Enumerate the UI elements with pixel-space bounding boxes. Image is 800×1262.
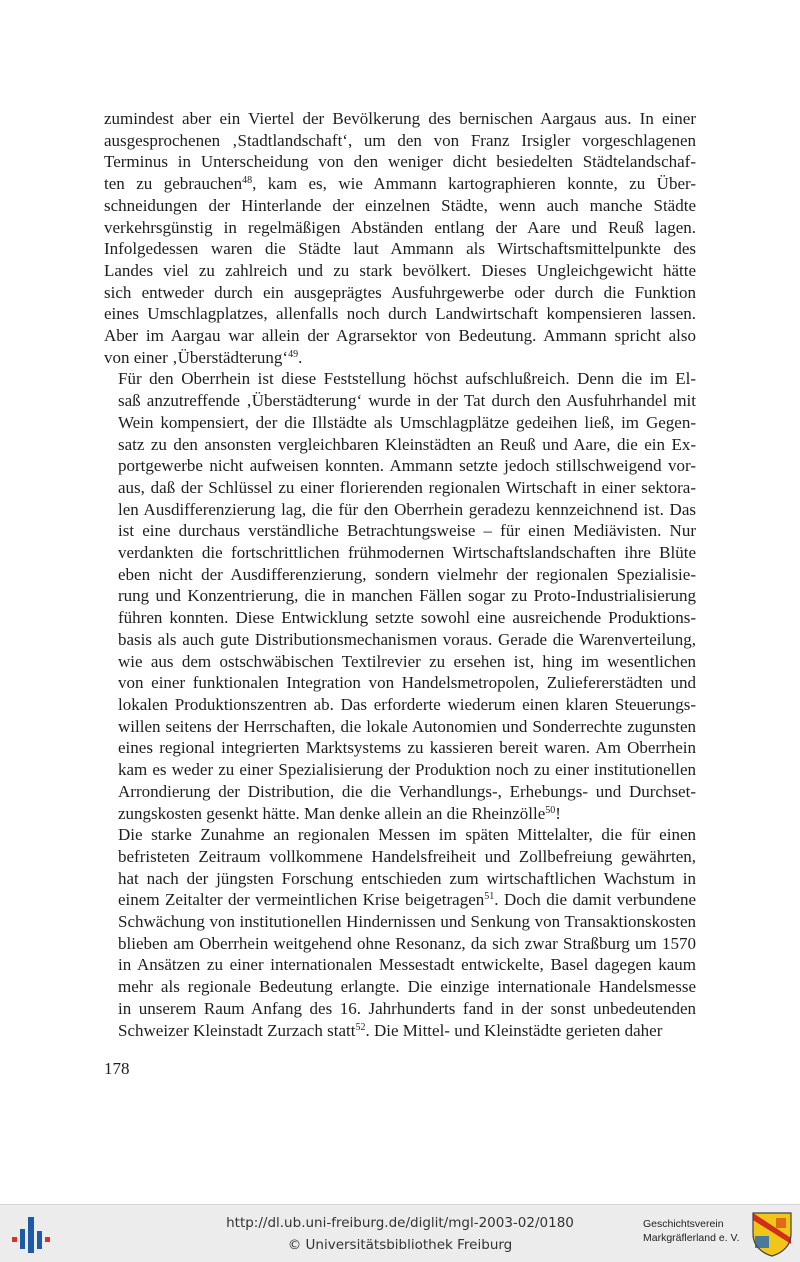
page-number: 178 [104, 1059, 130, 1078]
text-line: von einer ‚Überstädterung‘$^{49}$. [104, 347, 303, 367]
text-line: aus, daß der Schlüssel zu einer florierenden regionalen Wirtschaft in einer sektora- [118, 477, 696, 497]
paragraph [104, 368, 696, 824]
coat-of-arms-icon [750, 1210, 794, 1258]
text-line: blieben am Oberrhein weitgehend ohne Resonanz, da sich zwar Straßburg um 1570 [118, 933, 696, 953]
text-line: ten zu gebrauchen$^{48}$, kam es, wie Ammann kartographieren konnte, zu Über- [104, 174, 696, 194]
society-name-line2: Markgräflerland e. V. [643, 1232, 740, 1244]
body-text [104, 108, 696, 1041]
text-line: Schwächung von institutionellen Hindernissen und Senkung von Transaktionskosten [118, 912, 696, 932]
text-line: Für den Oberrhein ist diese Feststellung höchst aufschlußreich. Denn die im El- [118, 369, 696, 389]
society-name-line1: Geschichtsverein [643, 1218, 724, 1230]
text-line: eines Umschlagplatzes, allenfalls noch durch Landwirtschaft kompensieren lassen. [104, 304, 696, 324]
text-line: sich entweder durch ein ausgeprägtes Ausfuhrgewerbe oder durch die Funktion [104, 282, 696, 302]
text-line: verkehrsgünstig in regelmäßigen Abständen entlang der Aare und Reuß lagen. [104, 217, 696, 237]
text-line: in Ansätzen zu einer internationalen Messestadt entwickelte, Basel dagegen kaum [118, 955, 696, 975]
text-line: rung und Konzentrierung, die in manchen Fällen sogar zu Proto-Industrialisierung [118, 586, 696, 606]
text-line: zungskosten gesenkt hätte. Man denke allein an die Rheinzölle$^{50}$! [118, 803, 561, 823]
text-line: willen seitens der Herrschaften, die lokale Autonomien und Sonderrechte zugunsten [118, 716, 696, 736]
paragraph [104, 824, 696, 1041]
paragraph [104, 108, 696, 368]
footnote-reference[interactable]: 48 [242, 175, 253, 187]
text-line: Infolgedessen waren die Städte laut Ammann als Wirtschaftsmittelpunkte des [104, 239, 696, 259]
footnote-reference[interactable]: 51 [484, 891, 495, 903]
footnote-reference[interactable]: 52 [355, 1021, 366, 1033]
text-line: Schweizer Kleinstadt Zurzach statt$^{52}$. Die Mittel- und Kleinstädte gerieten daher [118, 1020, 663, 1040]
viewer-footer [0, 1204, 800, 1262]
text-line: ist eine durchaus verständliche Betrachtungsweise – für einen Mediävisten. Nur [118, 521, 696, 541]
text-line: schneidungen der Hinterlande der einzelnen Städte, wenn auch manche Städte [104, 195, 696, 215]
text-line: eines regional integrierten Marktsystems zu kassieren bereit waren. Am Oberrhein [118, 738, 696, 758]
text-line: zumindest aber ein Viertel der Bevölkerung des bernischen Aargaus aus. In einer [104, 109, 696, 128]
text-line: saß anzutreffende ‚Überstädterung‘ wurde in der Tat durch den Ausfuhrhandel mit [118, 391, 696, 411]
text-line: befristeten Zeitraum vollkommene Handelsfreiheit und Zollbefreiung gewährten, [118, 846, 696, 866]
text-line: Aber im Aargau war allein der Agrarsektor von Bedeutung. Ammann spricht also [104, 326, 696, 346]
text-line: portgewerbe nicht aufweisen konnten. Ammann setzte jedoch stillschweigend vor- [118, 456, 696, 476]
text-line: Wein kompensiert, der die Illstädte als Umschlagplätze gedeihen ließ, im Gegen- [118, 412, 696, 432]
copyright-notice: © Universitätsbibliothek Freiburg [287, 1237, 513, 1253]
text-line: mehr als regionale Bedeutung erlangte. Die einzige internationale Handelsmesse [118, 977, 696, 997]
text-line: Arrondierung der Distribution, die die Verhandlungs-, Erhebungs- und Durchset- [118, 781, 696, 801]
text-line: len Ausdifferenzierung lag, die für den Oberrhein geradezu kennzeichnend ist. Das [118, 499, 696, 519]
text-line: verdankten die fortschrittlichen frühmodernen Wirtschaftslandschaften ihre Blüte [118, 543, 696, 563]
text-line: basis als auch gute Distributionsmechanismen voraus. Gerade die Warenverteilung, [118, 629, 696, 649]
text-line: kam es weder zu einer Spezialisierung der Produktion noch zu einer institutionellen [118, 760, 696, 780]
text-line: lokalen Produktionszentren ab. Das erforderte wiederum einen klaren Steuerungs- [118, 694, 696, 714]
text-line: einem Zeitalter der vermeintlichen Krise beigetragen$^{51}$. Doch die damit verbundene [118, 890, 696, 910]
text-line: Landes viel zu zahlreich und zu stark bevölkert. Dieses Ungleichgewicht hätte [104, 260, 696, 280]
footnote-reference[interactable]: 50 [545, 804, 556, 816]
society-name [643, 1217, 740, 1245]
text-line: führen konnten. Diese Entwicklung setzte sowohl eine ausreichende Produktions- [118, 608, 696, 628]
text-line: in unserem Raum Anfang des 16. Jahrhunderts fand in der sonst unbedeutenden [118, 998, 696, 1018]
text-line: eben nicht der Ausdifferenzierung, sondern vielmehr der regionalen Spezialisie- [118, 564, 696, 584]
text-line: Die starke Zunahme an regionalen Messen im späten Mittelalter, die für einen [118, 825, 696, 845]
text-line: hat nach der jüngsten Forschung entschieden zum wirtschaftlichen Wachstum in [118, 868, 696, 888]
text-line: wie aus dem ostschwäbischen Textilrevier zu ersehen ist, hing im wesentlichen [118, 651, 696, 671]
text-line: Terminus in Unterscheidung von den weniger dicht besiedelten Städtelandschaf- [104, 152, 696, 172]
text-line: satz zu den ansonsten vergleichbaren Kleinstädten an Reuß und Aare, die ein Ex- [118, 434, 696, 454]
text-line: von einer funktionalen Integration von Handelsmetropolen, Zuliefererstädten und [118, 673, 696, 693]
text-line: ausgesprochenen ‚Stadtlandschaft‘, um den von Franz Irsigler vorgeschlagenen [104, 130, 696, 150]
footnote-reference[interactable]: 49 [288, 348, 299, 360]
document-url-link[interactable]: http://dl.ub.uni-freiburg.de/diglit/mgl-2003-02/0180 [226, 1215, 574, 1231]
